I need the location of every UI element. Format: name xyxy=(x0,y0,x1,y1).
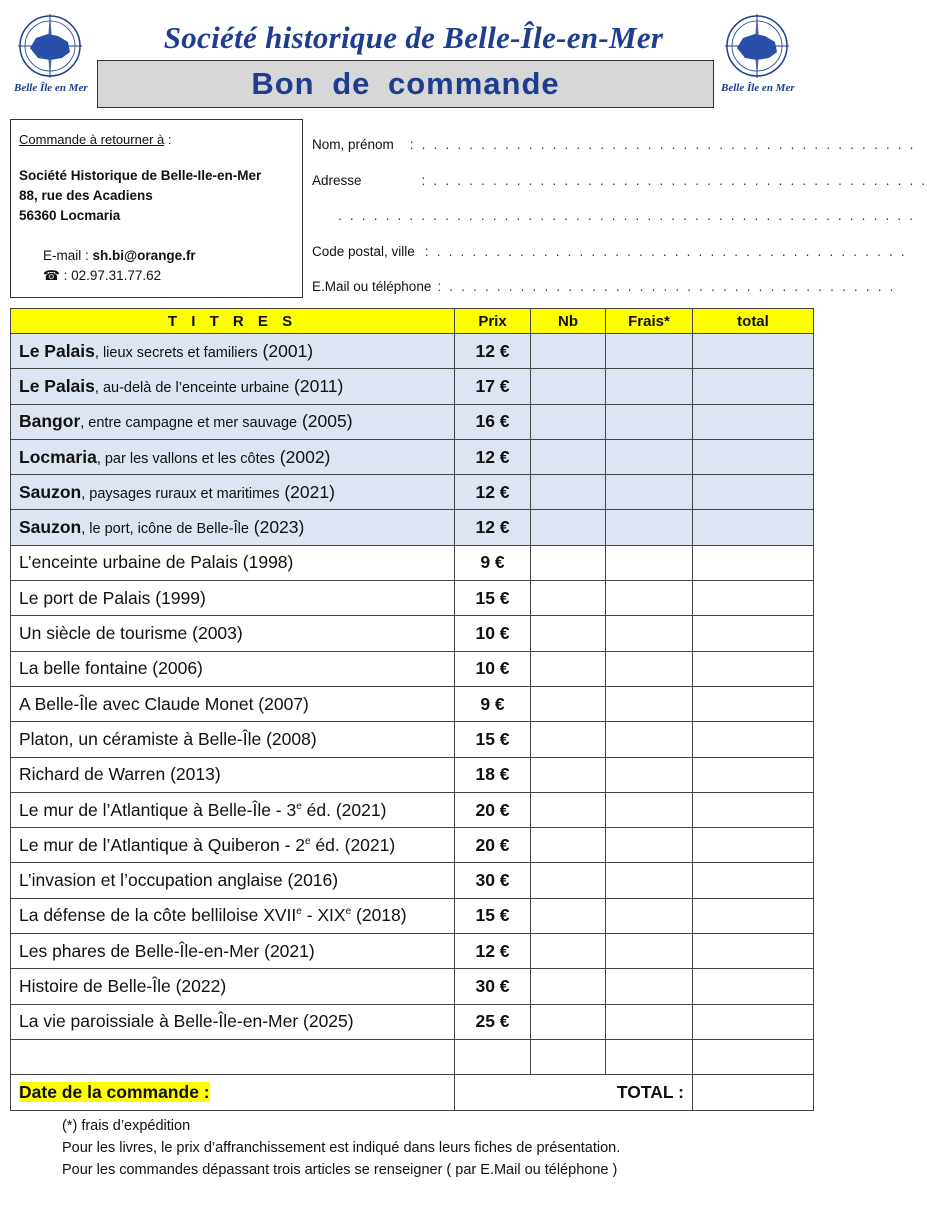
total-input[interactable] xyxy=(693,581,814,616)
table-row xyxy=(11,581,814,616)
table-row xyxy=(11,969,814,1004)
nb-input[interactable] xyxy=(531,510,606,545)
nb-input[interactable] xyxy=(531,1004,606,1039)
footnotes xyxy=(62,1115,620,1181)
frais-input[interactable] xyxy=(606,969,693,1004)
book-title: Bangor, entre campagne et mer sauvage (2005) xyxy=(11,404,455,439)
nb-input[interactable] xyxy=(531,934,606,969)
note-frais: (*) frais d’expédition xyxy=(62,1118,191,1134)
nb-input[interactable] xyxy=(531,581,606,616)
book-title: Le mur de l’Atlantique à Belle-Île - 3e éd. (2021) xyxy=(11,792,455,827)
total-input[interactable] xyxy=(693,898,814,933)
total-input[interactable] xyxy=(693,439,814,474)
table-header-row xyxy=(11,309,814,334)
total-input[interactable] xyxy=(693,934,814,969)
book-title: L’invasion et l’occupation anglaise (2016) xyxy=(11,863,455,898)
nb-input[interactable] xyxy=(531,686,606,721)
book-price: 12 € xyxy=(455,439,531,474)
email-link[interactable]: sh.bi@orange.fr xyxy=(92,248,196,263)
book-price: 20 € xyxy=(455,828,531,863)
table-row xyxy=(11,934,814,969)
frais-input[interactable] xyxy=(606,404,693,439)
table-row xyxy=(11,1004,814,1039)
total-input[interactable] xyxy=(693,616,814,651)
frais-input[interactable] xyxy=(606,651,693,686)
table-row xyxy=(11,863,814,898)
frais-input[interactable] xyxy=(606,581,693,616)
book-price: 12 € xyxy=(455,475,531,510)
book-price: 9 € xyxy=(455,545,531,580)
total-input[interactable] xyxy=(693,510,814,545)
col-frais: Frais* xyxy=(606,309,693,334)
frais-input[interactable] xyxy=(606,545,693,580)
frais-input[interactable] xyxy=(606,757,693,792)
total-input[interactable] xyxy=(693,828,814,863)
table-row xyxy=(11,651,814,686)
total-input[interactable] xyxy=(693,404,814,439)
return-label: Commande à retourner à : xyxy=(19,132,172,147)
book-price: 10 € xyxy=(455,651,531,686)
total-input[interactable] xyxy=(693,863,814,898)
logo-caption: Belle Île en Mer xyxy=(721,82,795,94)
book-price: 15 € xyxy=(455,722,531,757)
table-row xyxy=(11,510,814,545)
total-input[interactable] xyxy=(693,792,814,827)
nb-input[interactable] xyxy=(531,898,606,933)
table-row xyxy=(11,898,814,933)
org-name: Société Historique de Belle-Ile-en-Mer xyxy=(19,168,262,183)
book-price: 18 € xyxy=(455,757,531,792)
empty-cell xyxy=(11,1039,455,1074)
total-label: TOTAL : xyxy=(455,1075,693,1110)
frais-input[interactable] xyxy=(606,722,693,757)
frais-input[interactable] xyxy=(606,934,693,969)
phone-line: ☎ : 02.97.31.77.62 xyxy=(43,268,162,283)
table-row xyxy=(11,616,814,651)
nb-input[interactable] xyxy=(531,722,606,757)
table-row xyxy=(11,757,814,792)
nb-input[interactable] xyxy=(531,651,606,686)
frais-input[interactable] xyxy=(606,1039,693,1074)
society-title: Société historique de Belle-Île-en-Mer xyxy=(163,20,664,55)
frais-input[interactable] xyxy=(606,686,693,721)
nb-input[interactable] xyxy=(531,545,606,580)
col-total: total xyxy=(693,309,814,334)
total-input[interactable] xyxy=(693,651,814,686)
nb-input[interactable] xyxy=(531,792,606,827)
date-label: Date de la commande : xyxy=(19,1081,210,1102)
frais-input[interactable] xyxy=(606,369,693,404)
empty-cell xyxy=(455,1039,531,1074)
table-footer-row xyxy=(11,1075,814,1110)
table-row-empty xyxy=(11,1039,814,1074)
postal-field[interactable]: Code postal, ville : . . . . . . . . . . . . . . . . . . . . . . . . . . . . . . . . . . . . . . . . xyxy=(312,244,907,259)
book-title: Le mur de l’Atlantique à Quiberon - 2e éd. (2021) xyxy=(11,828,455,863)
book-price: 12 € xyxy=(455,934,531,969)
total-input[interactable] xyxy=(693,545,814,580)
grand-total-input[interactable] xyxy=(693,1075,814,1110)
frais-input[interactable] xyxy=(606,1004,693,1039)
date-cell[interactable] xyxy=(11,1075,455,1110)
book-price: 16 € xyxy=(455,404,531,439)
total-input[interactable] xyxy=(693,369,814,404)
nb-input[interactable] xyxy=(531,369,606,404)
order-table xyxy=(10,308,814,1111)
total-input[interactable] xyxy=(693,475,814,510)
street: 88, rue des Acadiens xyxy=(19,188,153,203)
form-title: Bon de commande xyxy=(97,60,714,108)
table-row xyxy=(11,439,814,474)
book-price: 12 € xyxy=(455,510,531,545)
note-postage: Pour les livres, le prix d’affranchissement est indiqué dans leurs fiches de présentation. xyxy=(62,1140,621,1156)
table-row xyxy=(11,828,814,863)
book-title: Le Palais, au-delà de l’enceinte urbaine (2011) xyxy=(11,369,455,404)
frais-input[interactable] xyxy=(606,792,693,827)
nb-input[interactable] xyxy=(531,1039,606,1074)
table-row xyxy=(11,686,814,721)
address-field-line2[interactable]: . . . . . . . . . . . . . . . . . . . . . . . . . . . . . . . . . . . . . . . . . . . . . . . . . xyxy=(338,208,916,223)
nb-input[interactable] xyxy=(531,404,606,439)
total-input[interactable] xyxy=(693,1004,814,1039)
total-input[interactable] xyxy=(693,1039,814,1074)
table-row xyxy=(11,792,814,827)
table-row xyxy=(11,404,814,439)
frais-input[interactable] xyxy=(606,898,693,933)
name-field[interactable]: Nom, prénom : . . . . . . . . . . . . . . . . . . . . . . . . . . . . . . . . . . . . . . . . . . xyxy=(312,137,916,152)
nb-input[interactable] xyxy=(531,439,606,474)
book-title: La belle fontaine (2006) xyxy=(11,651,455,686)
table-row xyxy=(11,545,814,580)
table-row xyxy=(11,475,814,510)
note-large-orders: Pour les commandes dépassant trois articles se renseigner ( par E.Mail ou téléphone ) xyxy=(62,1162,618,1178)
nb-input[interactable] xyxy=(531,757,606,792)
book-title: A Belle-Île avec Claude Monet (2007) xyxy=(11,686,455,721)
return-address-box xyxy=(10,119,303,298)
address-field[interactable]: Adresse : . . . . . . . . . . . . . . . . . . . . . . . . . . . . . . . . . . . . . . . . . . xyxy=(312,173,927,188)
book-price: 17 € xyxy=(455,369,531,404)
nb-input[interactable] xyxy=(531,969,606,1004)
book-title: Platon, un céramiste à Belle-Île (2008) xyxy=(11,722,455,757)
total-input[interactable] xyxy=(693,757,814,792)
frais-input[interactable] xyxy=(606,510,693,545)
nb-input[interactable] xyxy=(531,616,606,651)
col-titres: T I T R E S xyxy=(11,309,455,334)
frais-input[interactable] xyxy=(606,616,693,651)
book-title: Le Palais, lieux secrets et familiers (2001) xyxy=(11,334,455,369)
city: 56360 Locmaria xyxy=(19,208,121,223)
book-price: 25 € xyxy=(455,1004,531,1039)
table-row xyxy=(11,722,814,757)
book-title: Un siècle de tourisme (2003) xyxy=(11,616,455,651)
frais-input[interactable] xyxy=(606,334,693,369)
book-price: 20 € xyxy=(455,792,531,827)
book-price: 15 € xyxy=(455,581,531,616)
nb-input[interactable] xyxy=(531,334,606,369)
book-title: Locmaria, par les vallons et les côtes (2002) xyxy=(11,439,455,474)
total-input[interactable] xyxy=(693,334,814,369)
contact-field[interactable]: E.Mail ou téléphone : . . . . . . . . . . . . . . . . . . . . . . . . . . . . . . . . . . . . . . xyxy=(312,279,896,294)
book-price: 9 € xyxy=(455,686,531,721)
book-title: Les phares de Belle-Île-en-Mer (2021) xyxy=(11,934,455,969)
frais-input[interactable] xyxy=(606,439,693,474)
email-line: E-mail : sh.bi@orange.fr xyxy=(43,248,196,263)
book-title: L’enceinte urbaine de Palais (1998) xyxy=(11,545,455,580)
book-price: 12 € xyxy=(455,334,531,369)
logo-caption: Belle Île en Mer xyxy=(14,82,88,94)
book-title: La vie paroissiale à Belle-Île-en-Mer (2025) xyxy=(11,1004,455,1039)
table-row xyxy=(11,334,814,369)
total-input[interactable] xyxy=(693,722,814,757)
table-row xyxy=(11,369,814,404)
book-title: Richard de Warren (2013) xyxy=(11,757,455,792)
nb-input[interactable] xyxy=(531,475,606,510)
book-price: 15 € xyxy=(455,898,531,933)
nb-input[interactable] xyxy=(531,863,606,898)
total-input[interactable] xyxy=(693,686,814,721)
book-price: 10 € xyxy=(455,616,531,651)
total-input[interactable] xyxy=(693,969,814,1004)
book-title: La défense de la côte belliloise XVIIe - XIXe (2018) xyxy=(11,898,455,933)
book-title: Sauzon, paysages ruraux et maritimes (2021) xyxy=(11,475,455,510)
frais-input[interactable] xyxy=(606,863,693,898)
frais-input[interactable] xyxy=(606,828,693,863)
col-nb: Nb xyxy=(531,309,606,334)
book-price: 30 € xyxy=(455,969,531,1004)
frais-input[interactable] xyxy=(606,475,693,510)
phone-icon: ☎ xyxy=(43,268,60,283)
nb-input[interactable] xyxy=(531,828,606,863)
book-price: 30 € xyxy=(455,863,531,898)
book-title: Sauzon, le port, icône de Belle-Île (2023) xyxy=(11,510,455,545)
col-prix: Prix xyxy=(455,309,531,334)
book-title: Histoire de Belle-Île (2022) xyxy=(11,969,455,1004)
book-title: Le port de Palais (1999) xyxy=(11,581,455,616)
